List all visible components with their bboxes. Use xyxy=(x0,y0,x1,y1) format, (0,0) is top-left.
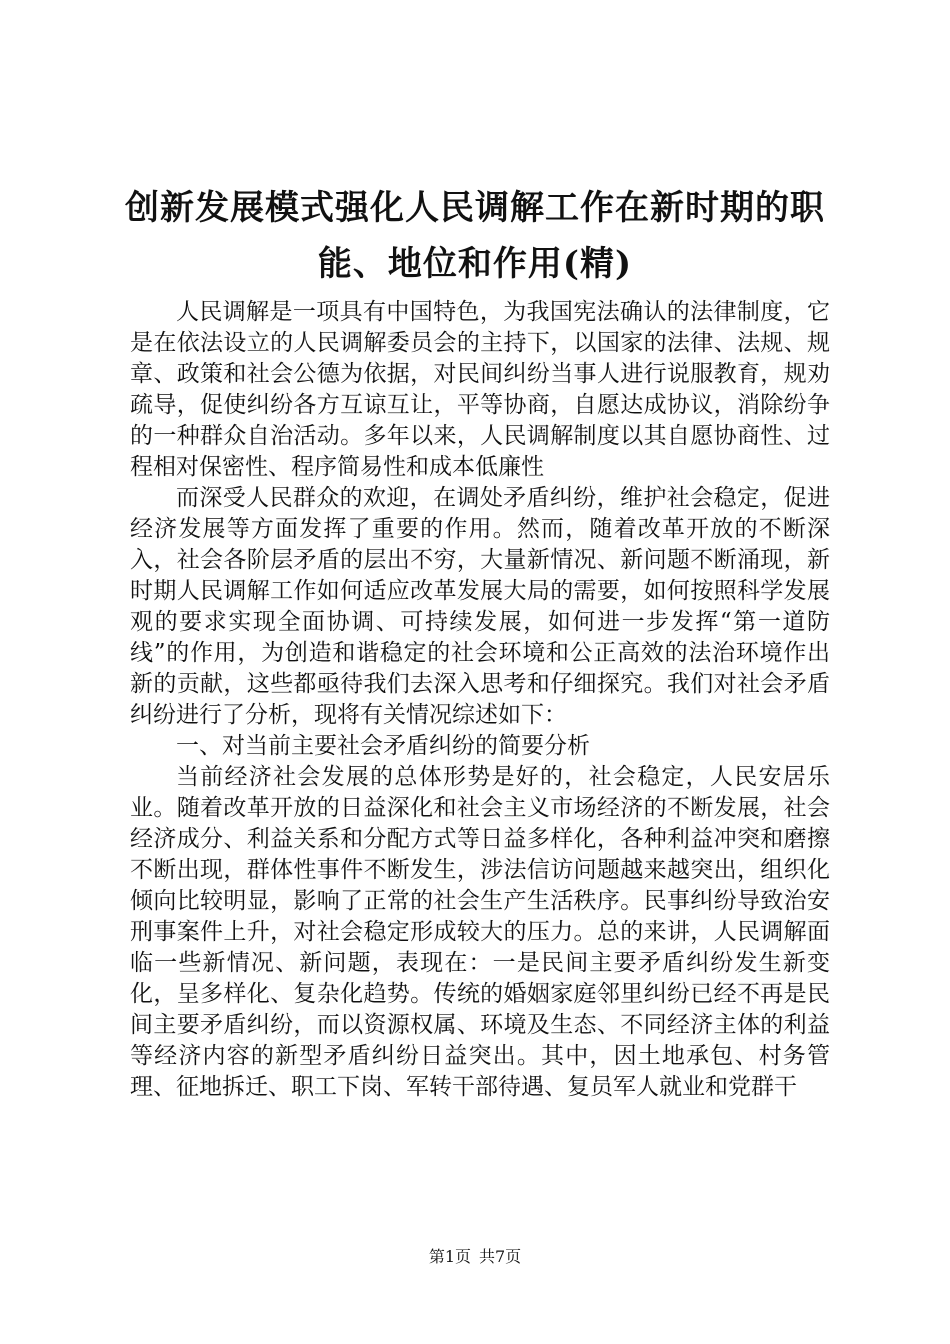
document-body xyxy=(130,297,830,1103)
paragraph-2: 而深受人民群众的欢迎，在调处矛盾纠纷，维护社会稳定，促进经济发展等方面发挥了重要的作用。然而，随着改革开放的不断深入，社会各阶层矛盾的层出不穷，大量新情况、新问题不断涌现，新时期人民调解工作如何适应改革发展大局的需要，如何按照科学发展观的要求实现全面协调、可持续发展，如何进一步发挥“第一道防线”的作用，为创造和谐稳定的社会环境和公正高效的法治环境作出新的贡献，这些都亟待我们去深入思考和仔细探究。我们对社会矛盾纠纷进行了分析，现将有关情况综述如下： xyxy=(130,485,830,728)
page-number: 第1页 xyxy=(428,1247,471,1266)
section-heading-1: 一、对当前主要社会矛盾纠纷的简要分析 xyxy=(176,733,590,759)
page-total: 共7页 xyxy=(479,1247,522,1266)
paragraph-1: 人民调解是一项具有中国特色，为我国宪法确认的法律制度，它是在依法设立的人民调解委员会的主持下，以国家的法律、法规、规章、政策和社会公德为依据，对民间纠纷当事人进行说服教育，规劝疏导，促使纠纷各方互谅互让，平等协商，自愿达成协议，消除纷争的一种群众自治活动。多年以来，人民调解制度以其自愿协商性、过程相对保密性、程序简易性和成本低廉性 xyxy=(130,299,830,480)
page-footer xyxy=(0,1247,950,1267)
document-title: 创新发展模式强化人民调解工作在新时期的职能、地位和作用(精) xyxy=(125,188,825,284)
paragraph-3: 当前经济社会发展的总体形势是好的，社会稳定，人民安居乐业。随着改革开放的日益深化和社会主义市场经济的不断发展，社会经济成分、利益关系和分配方式等日益多样化，各种利益冲突和磨擦不断出现，群体性事件不断发生，涉法信访问题越来越突出，组织化倾向比较明显，影响了正常的社会生产生活秩序。民事纠纷导致治安刑事案件上升，对社会稳定形成较大的压力。总的来讲，人民调解面临一些新情况、新问题，表现在：一是民间主要矛盾纠纷发生新变化，呈多样化、复杂化趋势。传统的婚姻家庭邻里纠纷已经不再是民间主要矛盾纠纷，而以资源权属、环境及生态、不同经济主体的利益等经济内容的新型矛盾纠纷日益突出。其中，因土地承包、村务管理、征地拆迁、职工下岗、军转干部待遇、复员军人就业和党群干 xyxy=(130,764,830,1100)
